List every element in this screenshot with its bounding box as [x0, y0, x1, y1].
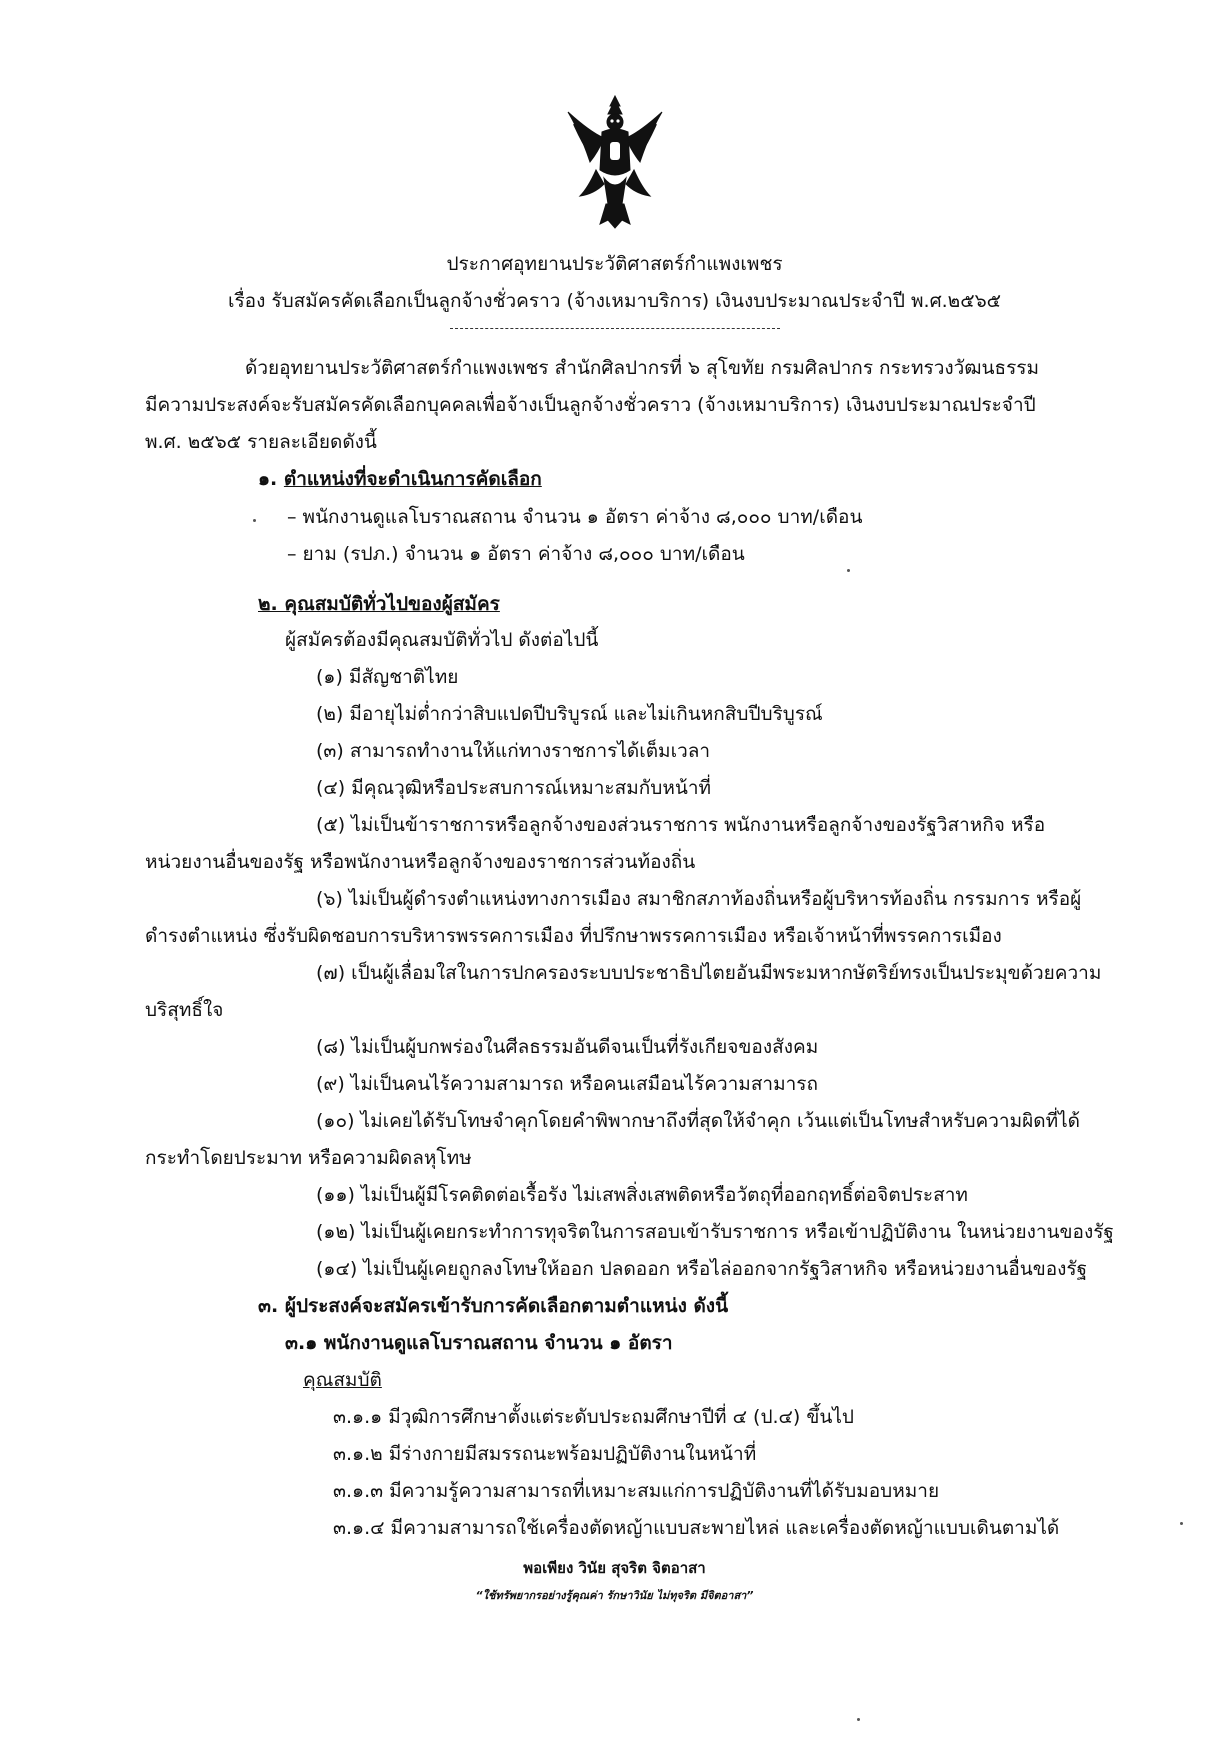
qualification-line: (๗) เป็นผู้เลื่อมใสในการปกครองระบบประชาธิปไตยอันมีพระมหากษัตริย์ทรงเป็นประมุขด้วยความ [316, 962, 1102, 984]
position-qualification: ๓.๑.๑ มีวุฒิการศึกษาตั้งแต่ระดับประถมศึกษาปีที่ ๔ (ป.๔) ขึ้นไป [333, 1406, 854, 1428]
section-2-lead: ผู้สมัครต้องมีคุณสมบัติทั่วไป ดังต่อไปนี้ [285, 629, 599, 651]
intro-line-1: ด้วยอุทยานประวัติศาสตร์กำแพงเพชร สำนักศิลปากรที่ ๖ สุโขทัย กรมศิลปากร กระทรวงวัฒนธรรม [245, 357, 1040, 379]
announcement-title: ประกาศอุทยานประวัติศาสตร์กำแพงเพชร [446, 253, 783, 275]
scan-speck [253, 519, 256, 522]
qualification-line: กระทำโดยประมาท หรือความผิดลหุโทษ [145, 1147, 472, 1169]
position-item-2: – ยาม (รปภ.) จำนวน ๑ อัตรา ค่าจ้าง ๘,๐๐๐ บาท/เดือน [287, 543, 745, 565]
qualification-line: (๑๒) ไม่เป็นผู้เคยกระทำการทุจริตในการสอบเข้ารับราชการ หรือเข้าปฏิบัติงาน ในหน่วยงานของรัฐ [316, 1221, 1114, 1243]
section-1-title: ตำแหน่งที่จะดำเนินการคัดเลือก [283, 468, 542, 490]
scan-speck [847, 569, 850, 572]
position-item-1: – พนักงานดูแลโบราณสถาน จำนวน ๑ อัตรา ค่าจ้าง ๘,๐๐๐ บาท/เดือน [287, 506, 863, 528]
section-3-heading: ๓. ผู้ประสงค์จะสมัครเข้ารับการคัดเลือกตามตำแหน่ง ดังนี้ [258, 1295, 729, 1317]
qualifications-label: คุณสมบัติ [303, 1369, 382, 1391]
qualification-line: (๒) มีอายุไม่ต่ำกว่าสิบแปดปีบริบูรณ์ และไม่เกินหกสิบปีบริบูรณ์ [316, 703, 823, 725]
footer-motto: พอเพียง วินัย สุจริต จิตอาสา [523, 1559, 706, 1577]
intro-line-3: พ.ศ. ๒๕๖๕ รายละเอียดดังนี้ [145, 431, 377, 453]
section-3-1-heading: ๓.๑ พนักงานดูแลโบราณสถาน จำนวน ๑ อัตรา [285, 1332, 673, 1354]
garuda-emblem-icon [560, 92, 670, 232]
qualification-line: (๑) มีสัญชาติไทย [316, 666, 459, 688]
qualification-line: (๑๔) ไม่เป็นผู้เคยถูกลงโทษให้ออก ปลดออก หรือไล่ออกจากรัฐวิสาหกิจ หรือหน่วยงานอื่นของรัฐ [316, 1258, 1088, 1280]
qualification-line: บริสุทธิ์ใจ [145, 999, 224, 1021]
footer-slogan: “ใช้ทรัพยากรอย่างรู้คุณค่า รักษาวินัย ไม่ทุจริต มีจิตอาสา” [475, 1589, 754, 1602]
position-qualification: ๓.๑.๒ มีร่างกายมีสมรรถนะพร้อมปฏิบัติงานในหน้าที่ [333, 1443, 757, 1465]
title-divider [450, 328, 780, 329]
qualification-line: (๙) ไม่เป็นคนไร้ความสามารถ หรือคนเสมือนไร้ความสามารถ [316, 1073, 818, 1095]
scan-speck [857, 1718, 860, 1721]
qualification-line: (๓) สามารถทำงานให้แก่ทางราชการได้เต็มเวลา [316, 740, 711, 762]
scan-speck [1180, 1522, 1183, 1525]
announcement-subject: เรื่อง รับสมัครคัดเลือกเป็นลูกจ้างชั่วคราว (จ้างเหมาบริการ) เงินงบประมาณประจำปี พ.ศ.๒๕๖๕ [227, 290, 1002, 312]
section-1-number: ๑. [258, 468, 278, 490]
qualification-line: หน่วยงานอื่นของรัฐ หรือพนักงานหรือลูกจ้างของราชการส่วนท้องถิ่น [145, 851, 696, 873]
qualification-line: (๕) ไม่เป็นข้าราชการหรือลูกจ้างของส่วนราชการ พนักงานหรือลูกจ้างของรัฐวิสาหกิจ หรือ [316, 814, 1046, 836]
qualification-line: (๖) ไม่เป็นผู้ดำรงตำแหน่งทางการเมือง สมาชิกสภาท้องถิ่นหรือผู้บริหารท้องถิ่น กรรมการ หรือผู้ [316, 888, 1082, 910]
qualification-line: (๑๑) ไม่เป็นผู้มีโรคติดต่อเรื้อรัง ไม่เสพสิ่งเสพติดหรือวัตถุที่ออกฤทธิ์ต่อจิตประสาท [316, 1184, 968, 1206]
qualification-line: (๘) ไม่เป็นผู้บกพร่องในศีลธรรมอันดีจนเป็นที่รังเกียจของสังคม [316, 1036, 819, 1058]
section-2-heading: ๒. คุณสมบัติทั่วไปของผู้สมัคร [258, 593, 500, 615]
qualification-line: ดำรงตำแหน่ง ซึ่งรับผิดชอบการบริหารพรรคการเมือง ที่ปรึกษาพรรคการเมือง หรือเจ้าหน้าที่พรรคการเมือง [145, 925, 1002, 947]
qualification-line: (๔) มีคุณวุฒิหรือประสบการณ์เหมาะสมกับหน้าที่ [316, 777, 712, 799]
section-1-heading [258, 467, 542, 491]
position-qualification: ๓.๑.๓ มีความรู้ความสามารถที่เหมาะสมแก่การปฏิบัติงานที่ได้รับมอบหมาย [333, 1480, 940, 1502]
intro-line-2: มีความประสงค์จะรับสมัครคัดเลือกบุคคลเพื่อจ้างเป็นลูกจ้างชั่วคราว (จ้างเหมาบริการ) เงินงบประมาณประจำปี [145, 394, 1036, 416]
position-qualification: ๓.๑.๔ มีความสามารถใช้เครื่องตัดหญ้าแบบสะพายไหล่ และเครื่องตัดหญ้าแบบเดินตามได้ [333, 1517, 1060, 1539]
qualification-line: (๑๐) ไม่เคยได้รับโทษจำคุกโดยคำพิพากษาถึงที่สุดให้จำคุก เว้นแต่เป็นโทษสำหรับความผิดที่ได้ [316, 1110, 1080, 1132]
